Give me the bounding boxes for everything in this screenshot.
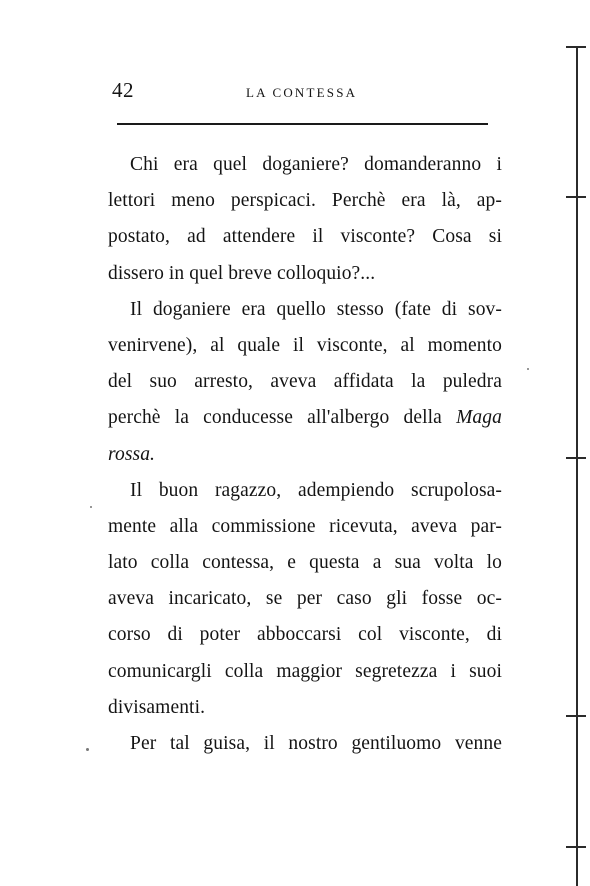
- binding-mark: [566, 846, 586, 848]
- binding-mark: [566, 46, 586, 48]
- page-header: [108, 76, 488, 104]
- body-text: [108, 147, 502, 762]
- paragraph-2: [108, 292, 502, 473]
- text-line: Chi era quel doganiere? domanderanno i: [130, 154, 502, 175]
- text-line: [108, 437, 502, 473]
- text-line: corso di poter abboccarsi col visconte, di: [108, 624, 502, 646]
- paper-speck: [86, 748, 89, 751]
- text-line: venirvene), al quale il visconte, al momento: [108, 334, 502, 356]
- binding-mark: [566, 457, 586, 459]
- paragraph-1: [108, 147, 502, 292]
- italic-word: Maga: [456, 407, 502, 429]
- paper-speck: [527, 368, 529, 370]
- text-line: dissero in quel breve colloquio?...: [108, 262, 376, 284]
- text-line: Il doganiere era quello stesso (fate di sov-: [130, 298, 502, 320]
- text-line-with-italic: [108, 400, 502, 436]
- header-rule: [117, 123, 488, 125]
- binding-edge-line: [576, 46, 578, 886]
- text-line: Per tal guisa, il nostro gentiluomo venne: [130, 733, 502, 754]
- text-line: postato, ad attendere il visconte? Cosa si: [108, 226, 502, 248]
- binding-mark: [566, 715, 586, 717]
- text-line: del suo arresto, aveva affidata la puledra: [108, 371, 502, 393]
- paragraph-4: [108, 726, 502, 762]
- text-line: lettori meno perspicaci. Perchè era là, ap-: [108, 190, 502, 212]
- italic-word: rossa.: [108, 443, 156, 465]
- paper-speck: [90, 506, 92, 508]
- text-line: comunicargli colla maggior segretezza i suoi: [108, 660, 502, 682]
- page-number: 42: [112, 78, 134, 102]
- text-line: Il buon ragazzo, adempiendo scrupolosa-: [130, 479, 502, 501]
- binding-mark: [566, 196, 586, 198]
- text-line: aveva incaricato, se per caso gli fosse oc-: [108, 588, 502, 610]
- text-line: divisamenti.: [108, 696, 206, 718]
- running-title: LA CONTESSA: [246, 85, 358, 100]
- paragraph-3: [108, 473, 502, 726]
- text-line: lato colla contessa, e questa a sua volta lo: [108, 552, 502, 574]
- text-segment: perchè la conducesse all'albergo della: [108, 407, 442, 429]
- text-line: mente alla commissione ricevuta, aveva par-: [108, 515, 502, 537]
